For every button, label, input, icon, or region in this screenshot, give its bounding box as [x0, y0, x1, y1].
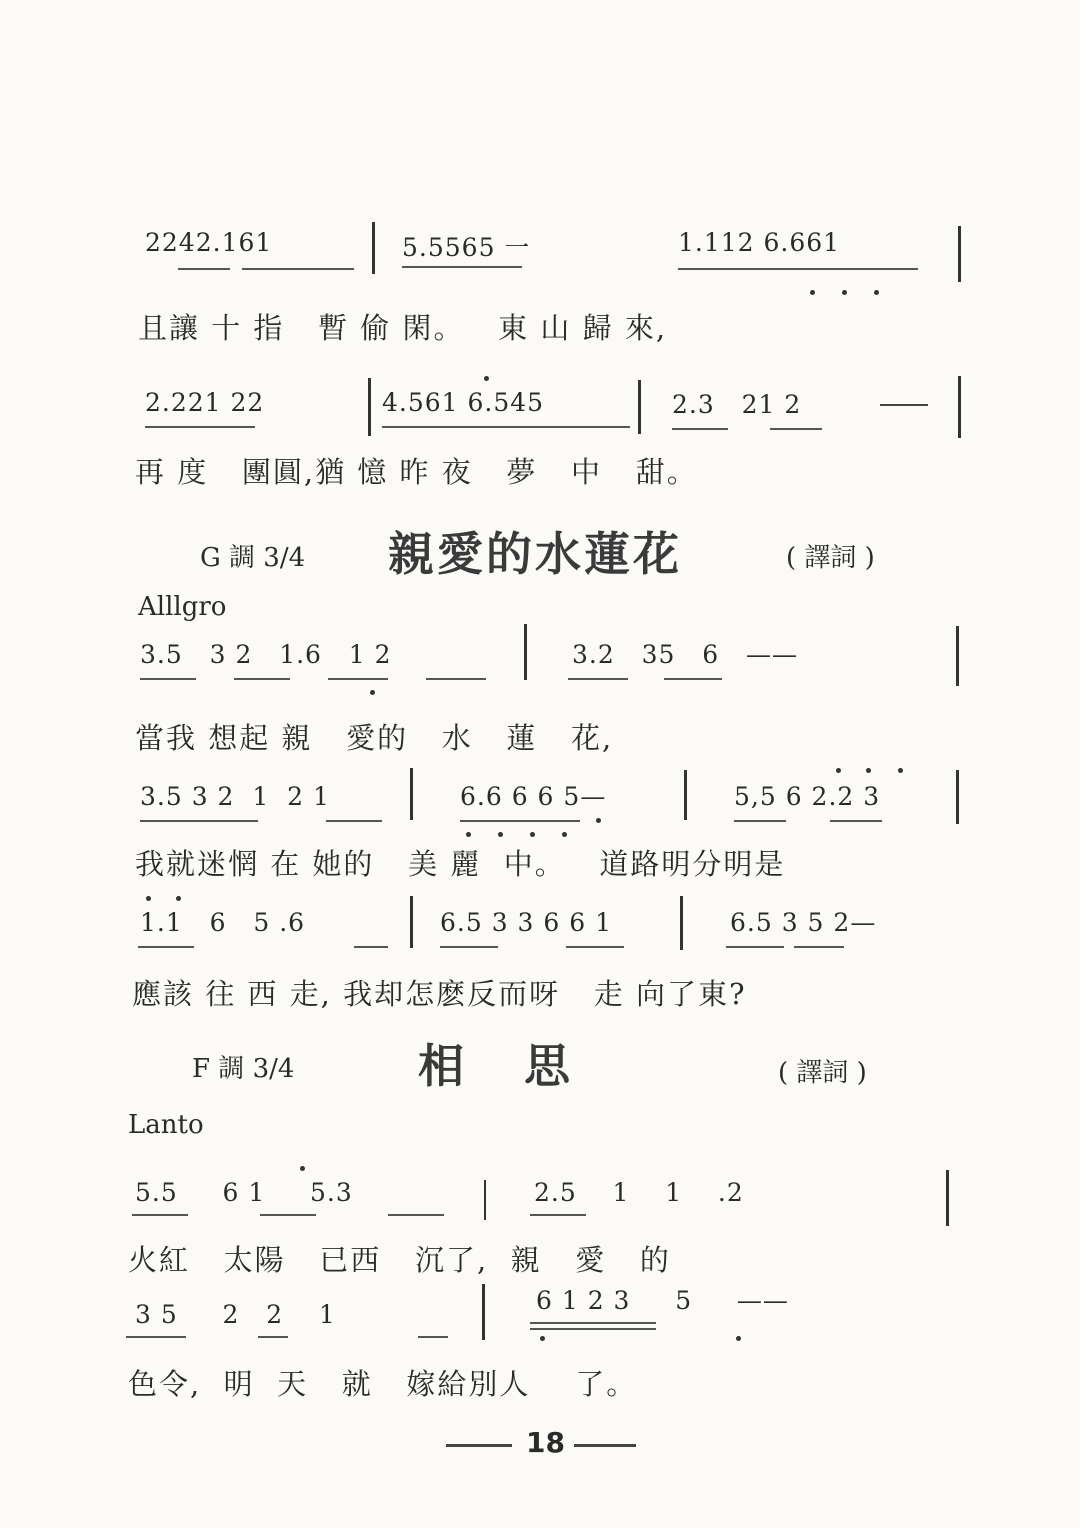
notes-row1-a: 5.5 6 1 5.3 — [135, 1178, 353, 1207]
notes-row3-b: 6.5 3 3 6 6 1 — [440, 908, 613, 937]
barline — [410, 768, 413, 820]
lyrics-row1: 火紅 太陽 已西 沉了, 親 愛 的 — [128, 1243, 671, 1277]
lyrics-row2: 色令, 明 天 就 嫁給別人 了。 — [128, 1367, 638, 1401]
song-title: 親愛的水蓮花 — [388, 527, 682, 581]
lyrics-row3: 應該 往 西 走, 我却怎麽反而呀 走 向了東? — [132, 977, 747, 1011]
barline — [946, 1170, 949, 1226]
key-signature: F 調 3/4 — [192, 1054, 295, 1084]
notes-row2-a: 3.5 3 2 1 2 1 — [140, 782, 330, 811]
barline — [524, 624, 527, 680]
footer-rule-right — [574, 1444, 636, 1447]
barline — [956, 626, 959, 686]
barline — [958, 226, 961, 282]
notes-row2-c: 2.3 21 2 — [672, 390, 802, 419]
notes-row2-a: 3 5 2 2 1 — [135, 1300, 336, 1329]
song-title: 相 思 — [418, 1039, 574, 1093]
barline — [958, 376, 961, 438]
barline — [372, 222, 375, 274]
notes-row2-b: 4.561 6.545 — [382, 388, 545, 417]
notes-row3-a: 1.1 6 5 .6 — [140, 908, 306, 937]
notes-row1-b: 5.5565 一 — [402, 233, 531, 262]
footer-rule-left — [446, 1444, 512, 1447]
tempo-marking: Lanto — [128, 1110, 204, 1140]
translation-note: ( 譯詞 ) — [778, 1058, 867, 1088]
lyrics-row2: 再 度 團圓,猶 憶 昨 夜 夢 中 甜。 — [135, 455, 698, 489]
notes-row2-b: 6.6 6 6 5— — [460, 782, 607, 811]
barline — [410, 896, 413, 948]
notes-row2-a: 2.221 22 — [145, 388, 265, 417]
barline — [482, 1284, 485, 1340]
notes-row1-a: 3.5 3 2 1.6 1 2 — [140, 640, 392, 669]
notes-row1-c: 1.112 6.661 — [678, 228, 841, 257]
lyrics-row1: 當我 想起 親 愛的 水 蓮 花, — [135, 721, 614, 755]
barline — [638, 380, 641, 434]
translation-note: ( 譯詞 ) — [786, 543, 875, 573]
notes-row1-a: 2242.161 — [145, 228, 273, 257]
barline — [684, 770, 687, 820]
barline — [680, 896, 683, 950]
page-number: 18 — [526, 1426, 565, 1459]
key-signature: G 調 3/4 — [200, 543, 306, 573]
notes-row3-c: 6.5 3 5 2— — [730, 908, 877, 937]
barline — [956, 770, 959, 824]
notes-row2-b: 6 1 2 3 5 —— — [536, 1286, 789, 1315]
lyrics-row1: 且讓 十 指 暫 偷 閑。 東 山 歸 來, — [138, 311, 668, 345]
notes-row2-c: 5,5 6 2.2 3 — [734, 782, 881, 811]
lyrics-row2: 我就迷惘 在 她的 美 麗 中。 道路明分明是 — [135, 847, 786, 881]
barline — [484, 1180, 486, 1220]
tempo-marking: Alllgro — [138, 592, 227, 622]
barline — [368, 378, 371, 436]
notes-row1-b: 3.2 35 6 —— — [572, 640, 798, 669]
notes-row1-b: 2.5 1 1 .2 — [534, 1178, 744, 1207]
